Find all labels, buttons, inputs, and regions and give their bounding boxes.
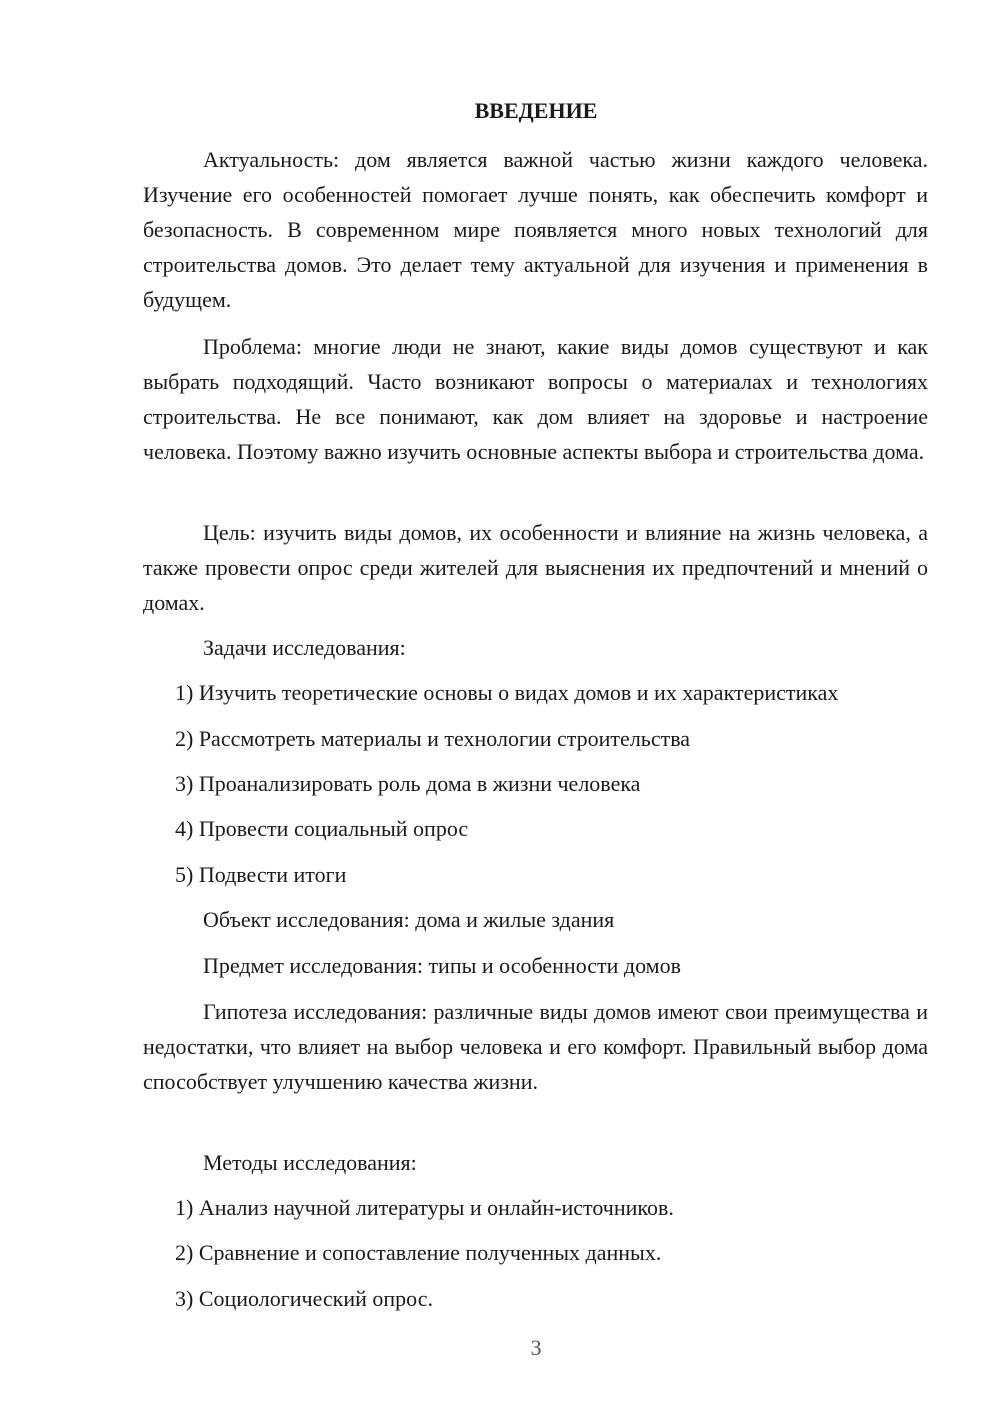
section-title: ВВЕДЕНИЕ [474, 98, 598, 123]
problem-paragraph: Проблема: многие люди не знают, какие виды домов существуют и как выбрать подходящий. Часто возникают вопросы о материалах и технологиях строительства. Не все понимают, как дом влияет на здоровье и настроение человека. Поэтому важно изучить основные аспекты выбора и строительства дома. [143, 334, 928, 464]
task-item: 4) Провести социальный опрос [175, 816, 469, 841]
research-subject: Предмет исследования: типы и особенности домов [203, 953, 681, 978]
goal-paragraph: Цель: изучить виды домов, их особенности и влияние на жизнь человека, а также провести опрос среди жителей для выяснения их предпочтений и мнений о домах. [143, 520, 928, 615]
page-number: 3 [530, 1335, 542, 1360]
research-object: Объект исследования: дома и жилые здания [203, 907, 615, 932]
hypothesis-paragraph: Гипотеза исследования: различные виды домов имеют свои преимущества и недостатки, что влияет на выбор человека и его комфорт. Правильный выбор дома способствует улучшению качества жизни. [143, 999, 928, 1094]
method-item: 3) Социологический опрос. [175, 1286, 433, 1311]
method-item: 1) Анализ научной литературы и онлайн-источников. [175, 1195, 674, 1220]
task-item: 2) Рассмотреть материалы и технологии строительства [175, 726, 691, 751]
tasks-heading: Задачи исследования: [203, 635, 406, 660]
relevance-paragraph: Актуальность: дом является важной частью жизни каждого человека. Изучение его особенностей помогает лучше понять, как обеспечить комфорт и безопасность. В современном мире появляется много новых технологий для строительства домов. Это делает тему актуальной для изучения и применения в будущем. [143, 147, 928, 312]
methods-heading: Методы исследования: [203, 1150, 417, 1175]
method-item: 2) Сравнение и сопоставление полученных данных. [175, 1240, 662, 1265]
task-item: 1) Изучить теоретические основы о видах домов и их характеристиках [175, 680, 839, 705]
task-item: 5) Подвести итоги [175, 862, 347, 887]
task-item: 3) Проанализировать роль дома в жизни человека [175, 771, 641, 796]
